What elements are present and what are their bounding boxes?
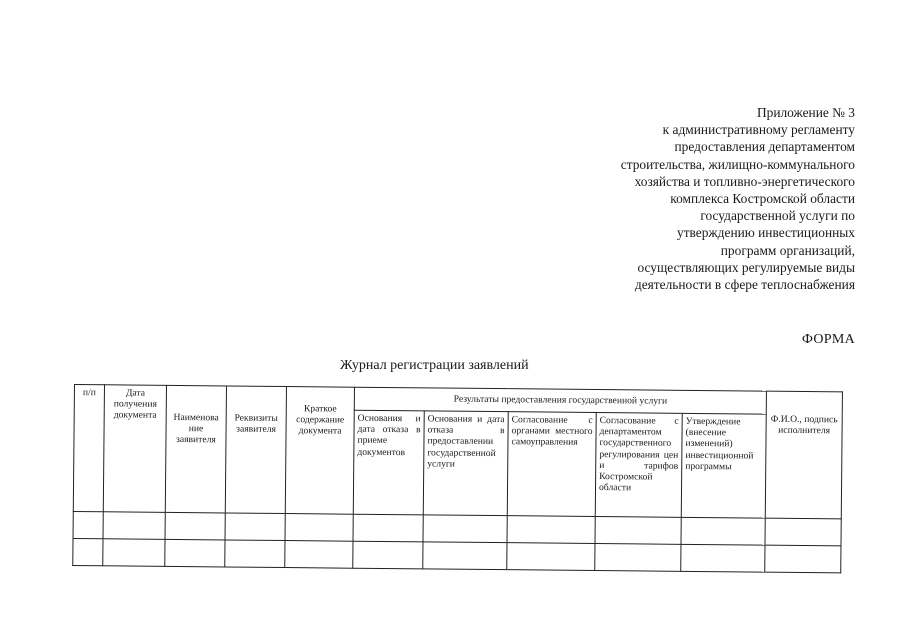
appendix-line: осуществляющих регулируемые виды — [637, 259, 855, 275]
sub-refusal-service: Основания и дата отказа в предоставлении государственной услуги — [423, 411, 508, 516]
appendix-line: программ организаций, — [720, 242, 855, 258]
appendix-line: строительства, жилищно-коммунального — [620, 156, 855, 172]
appendix-line: к административному регламенту — [662, 122, 855, 138]
appendix-line: государственной услуги по — [700, 208, 855, 224]
appendix-line: деятельности в сфере теплоснабжения — [634, 277, 855, 293]
header-num: п/п — [73, 385, 104, 512]
appendix-line: комплекса Костромской области — [670, 191, 855, 207]
appendix-line: утверждению инвестиционных — [677, 225, 855, 241]
appendix-line: хозяйства и топливно-энергетического — [634, 173, 855, 189]
appendix-block — [525, 104, 855, 293]
sub-local-government: Согласование с органами местного самоуправления — [507, 412, 596, 517]
registration-table — [72, 384, 843, 573]
sub-program-approval: Утверждение (внесение изменений) инвестиционной программы — [681, 413, 766, 518]
sub-refusal-reception: Основания и дата отказа в приеме документов — [353, 410, 424, 515]
registration-table-wrapper — [72, 384, 842, 579]
form-label: ФОРМА — [801, 332, 855, 347]
header-executor: Ф.И.О., подпись исполнителя — [765, 391, 842, 519]
appendix-line: предоставления департаментом — [674, 139, 855, 155]
header-applicant-name: Наименова ние заявителя — [165, 385, 226, 513]
header-summary: Краткое содержание документа — [285, 387, 354, 515]
header-results: Результаты предоставления государственной услуги — [354, 387, 766, 414]
appendix-line: Приложение № 3 — [756, 105, 855, 120]
journal-title: Журнал регистрации заявлений — [340, 358, 529, 373]
header-requisites: Реквизиты заявителя — [225, 386, 286, 514]
header-date: Дата получения документа — [103, 385, 166, 513]
sub-department-approval: Согласование с департаментом государственного регулирования цен и тарифов Костромской области — [595, 413, 682, 518]
